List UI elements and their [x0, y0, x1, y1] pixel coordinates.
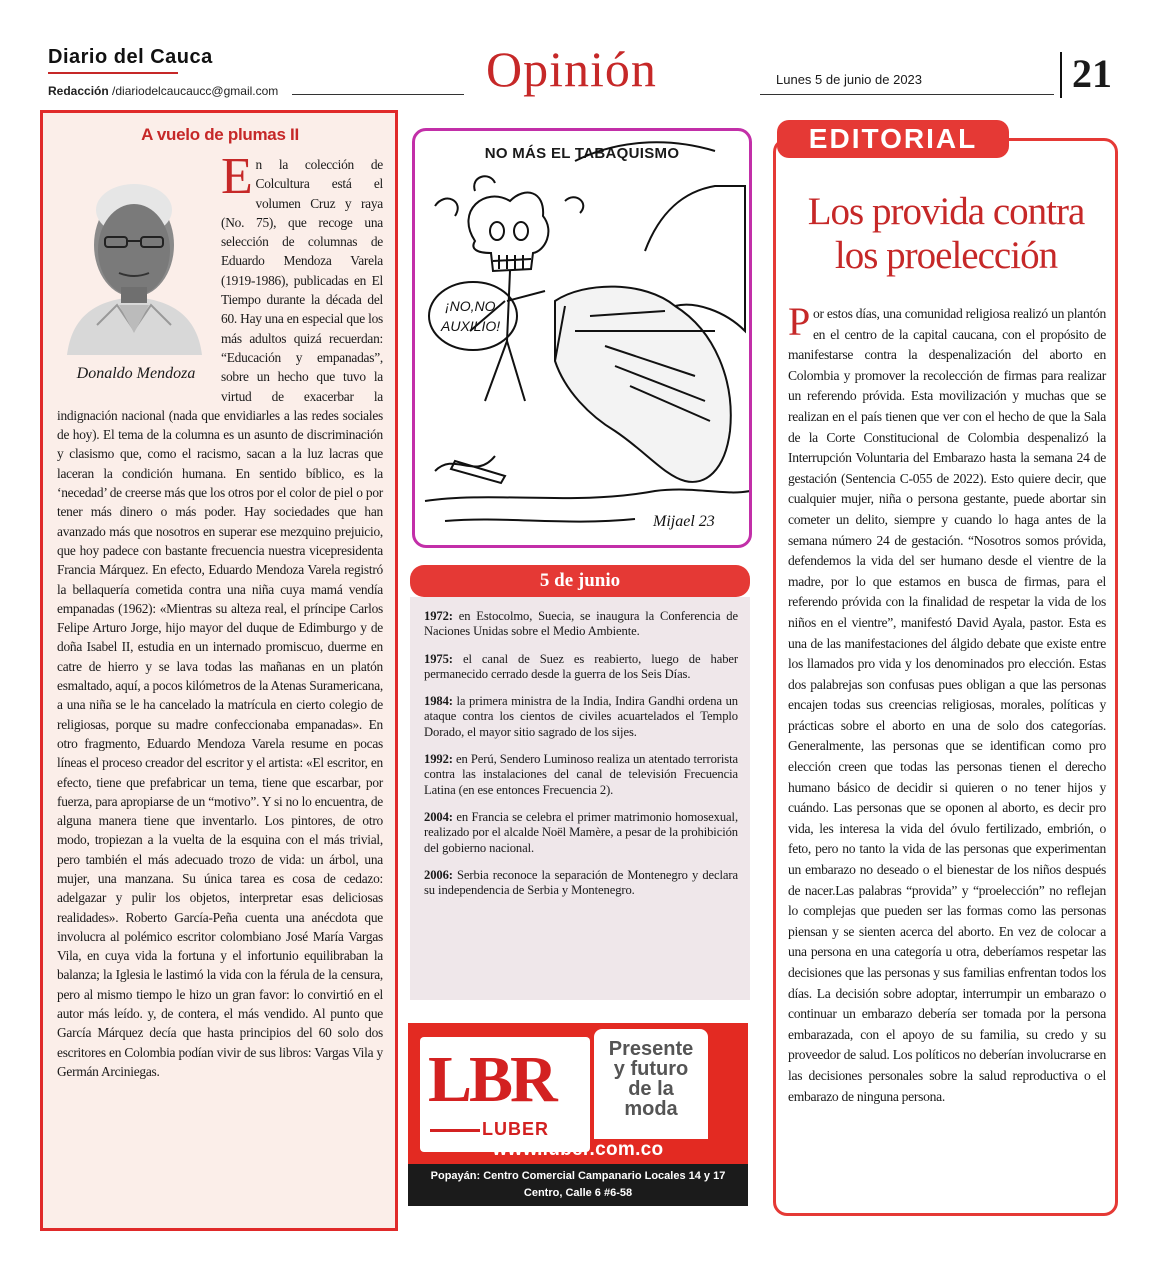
speech-line-2: AUXILIO!	[441, 318, 501, 334]
editorial-title: Los provida contra los proelección	[807, 190, 1085, 277]
ephemeris-item	[424, 652, 738, 683]
newspaper-brand: Diario del Cauca	[48, 46, 213, 68]
redaccion-label: Redacción	[48, 84, 109, 98]
ephemeris-item	[424, 694, 738, 740]
cartoon-title: NO MÁS EL TABAQUISMO	[484, 145, 680, 162]
opinion-column	[40, 110, 398, 1231]
cartoon-panel	[412, 128, 752, 548]
cartoon-signature: Mijael 23	[653, 513, 715, 530]
issue-date: Lunes 5 de junio de 2023	[776, 72, 923, 87]
ephemeris-item	[424, 609, 738, 640]
ephemeris-text: en Francia se celebra el primer matrimonio homosexual, realizado por el alcalde Noël Mamère, a pesar de la prohibición del gobierno nacional.	[424, 809, 738, 855]
editorial-body	[788, 299, 1106, 1107]
author-name: Donaldo Mendoza	[76, 365, 196, 382]
header-rule-right	[760, 94, 1054, 95]
ephemeris-year: 1984:	[424, 694, 453, 709]
editorial-drop-cap: P	[788, 299, 810, 344]
brand-underline	[48, 72, 178, 74]
column-title: A vuelo de plumas II	[141, 125, 299, 144]
page-number: 21	[1072, 51, 1112, 96]
ephemeris-text: la primera ministra de la India, Indira Gandhi ordena un ataque contra los cientos de civiles acuartelados el Templo Dorado, el mayor sitio sagrado de los sijes.	[424, 694, 738, 739]
ephemeris-item	[424, 810, 738, 856]
page-number-divider	[1060, 52, 1062, 98]
ephemeris-year: 1992:	[424, 752, 453, 767]
section-title: Opinión	[486, 41, 657, 97]
ephemeris-year: 1975:	[424, 651, 453, 666]
author-photo	[57, 155, 211, 355]
ephemeris-year: 2006:	[424, 867, 453, 882]
ad-slogan-line: y futuro	[613, 1058, 689, 1080]
ad-brand: LUBER	[482, 1119, 549, 1139]
ephemeris-text: el canal de Suez es reabierto, luego de haber permanecido cerrado desde la guerra de los Seis Días.	[424, 651, 738, 681]
header-rule-left	[292, 94, 464, 95]
ephemeris-text: en Perú, Sendero Luminoso realiza un atentado terrorista contra las instalaciones del canal de televisión Frecuencia Latina (en ese entonces Frecuencia 2).	[424, 752, 738, 797]
ephemeris-year: 1972:	[424, 609, 453, 623]
ad-logo-box	[420, 1037, 590, 1152]
ad-address-line-2: Centro, Calle 6 #6-58	[523, 1187, 633, 1199]
editorial-text: or estos días, una comunidad religiosa realizó un plantón en el centro de la capital caucana, con el propósito de manifestarse contra la despenalización del aborto en Colombia y promover la recolección de firmas para realizar un referendo próvida. Esta movilización y muchas que se realizan en el país tienen que ver con el hecho de que la Sala de la Corte Constitucional de Colombia despenalizó la Interrupción Voluntaria del Embarazo hasta la semana 24 de gestación (Sentencia C-055 de 2022). Esto quiere decir, que cualquier mujer, niña o persona gestante, puede abortar sin cometer un delito, siempre y cuando lo haga antes de la semana número 24 de gestación. “Nosotros somos próvida, defendemos la vida del ser humano desde el vientre de la madre, por lo que estamos en busca de firmas, para el referendo próvida con la finalidad de respetar la vida de los niños en el vientre”, manifestó David Ayala, pastor. Esta es una de las manifestaciones del álgido debate que existe entre los llamados pro vida y los denominados pro elección. Estas dos palabrejas son confusas pues obligan a que las personas encajen todas sus creencias religiosas, morales, políticas y prácticas sobre el aborto en una de solo dos categorías. Generalmente, las personas que se identifican como pro elección creen que todas las personas tienen el derecho humano básico de decidir si quieren o no tener hijos y cuándo. Las personas que se oponen al aborto, es decir pro vida, les interesa la vida del óvulo fertilizado, embrión, o feto, pero no tanto la vida de las personas que experimentan un embarazo no deseado o el bienestar de los niños después de nacer.Las palabras “provida” y “proelección” no reflejan lo complejas que pueden ser las formas como las personas piensan y se sienten acerca del aborto. En vez de colocar a una persona en una categoría u otra, deberíamos respetar las decisiones que las personas y sus familias enfrentan todos los días. La decisión sobre adoptar, interrumpir un embarazo o continuar un embarazo debería ser tomada por la persona embarazada, con el apoyo de su familia, su credo y su proveedor de salud. Los políticos no deberían involucrarse en las decisiones personales sobre la salud reproductiva o el embarazo de ninguna persona.	[788, 306, 1106, 1104]
redaccion-line	[48, 84, 278, 98]
ad-address-line-1: Popayán: Centro Comercial Campanario Locales 14 y 17	[430, 1170, 726, 1182]
ephemeris-item	[424, 752, 738, 798]
cartoon-drawing	[415, 131, 752, 548]
redaccion-email[interactable]: /diariodelcaucaucc@gmail.com	[108, 84, 279, 98]
ad-slogan	[594, 1029, 708, 1139]
ephemeris-text: Serbia reconoce la separación de Montenegro y declara su independencia de Serbia y Montenegro.	[424, 867, 738, 898]
ephemeris-item	[424, 868, 738, 899]
ephemeris-text: en Estocolmo, Suecia, se inaugura la Conferencia de Naciones Unidas sobre el Medio Ambiente.	[424, 609, 738, 639]
ephemeris-title: 5 de junio	[410, 565, 750, 597]
author-box	[57, 155, 215, 405]
drop-cap: E	[221, 148, 253, 205]
ad-slogan-line: de la	[628, 1078, 674, 1100]
ad-logo-rule	[430, 1129, 480, 1132]
column-text: n la colección de Colcultura está el volumen Cruz y raya (No. 75), que recoge una selección de columnas de Eduardo Mendoza Varela (1919-1986), publicadas en El Tiempo durante la década del 60. Hay una en especial que los más adultos quizá recuerdan: “Educación y empanadas”, sobre un hecho que tuvo la virtud de exacerbar la indignación nacional (nada que envidiarles a las redes sociales de hoy). El tema de la columna es un asunto de discriminación y clasismo que, como el racismo, sacan a la luz lacras que laceran la condición humana. En sentido bíblico, es la ‘necedad’ de creerse más que los otros por el color de piel o por tener más dinero o más poder. Hay sociedades que han avanzado más que nosotros en superar ese mezquino prejuicio, que hoy padece con bastante frecuencia nuestra vicepresidenta Francia Márquez. En efecto, Eduardo Mendoza Varela registró la bellaquería cometida contra una niña cuya mamá vendía empanadas (1962): «Mientras su alteza real, el príncipe Carlos Felipe Arturo Jorge, hijo mayor del duque de Edimburgo y de doña Isabel II, estudia en un internado promiscuo, duerme en catre de hierro y se lava todas las mañanas en un platón esmaltado, aquí, a pocos kilómetros de la Atenas Suramericana, a una niña se le ha cancelado la matrícula en cierto colegio de religiosas, porque su madre confeccionaba empanadas». En otro fragmento, Eduardo Mendoza Varela resume en pocas líneas el proceso creador del escritor y el artista: «El escritor, en efecto, tiene que prefabricar un tema, tiene que escarbar, por fuerza, para apropiarse de un “motivo”. Y si no lo encuentra, de alguna manera tiene que inventarlo. Los pintores, de otro modo, tropiezan a la vuelta de la esquina con el más trivial, pero también el más adecuado trozo de vida: un árbol, una mujer, una manzana. Su única tarea es cosa de cedazo: adelgazar y pulir los objetos, interpretar esas deliciosas realidades». Roberto García-Peña cuenta una anécdota que involucra al polémico escritor colombiano José María Vargas Vila, en cuya vida la fortuna y el infortunio equilibraban la balanza; la Iglesia le lastimó la vida con la férula de la censura, pero al mismo tiempo le hizo un gran favor: lo convirtió en el autor más leído. y, de contera, el más vendido. Al punto que García Márquez decía que hasta principios del 60 solo dos escritores en Colombia podían vivir de sus libros: Vargas Vila y Germán Arciniegas.	[57, 157, 383, 1079]
speech-line-1: ¡NO,NO	[445, 298, 496, 314]
ad-url[interactable]: www.luber.com.co	[492, 1139, 664, 1160]
ad-slogan-line: moda	[624, 1098, 678, 1120]
editorial-tab: EDITORIAL	[777, 120, 1009, 158]
ephemeris-year: 2004:	[424, 809, 453, 824]
ad-address	[408, 1164, 748, 1206]
ephemeris-list	[410, 597, 750, 1000]
luber-advertisement[interactable]	[408, 1023, 748, 1206]
ad-slogan-line: Presente	[608, 1038, 694, 1060]
ad-logo: LBR	[428, 1043, 555, 1116]
